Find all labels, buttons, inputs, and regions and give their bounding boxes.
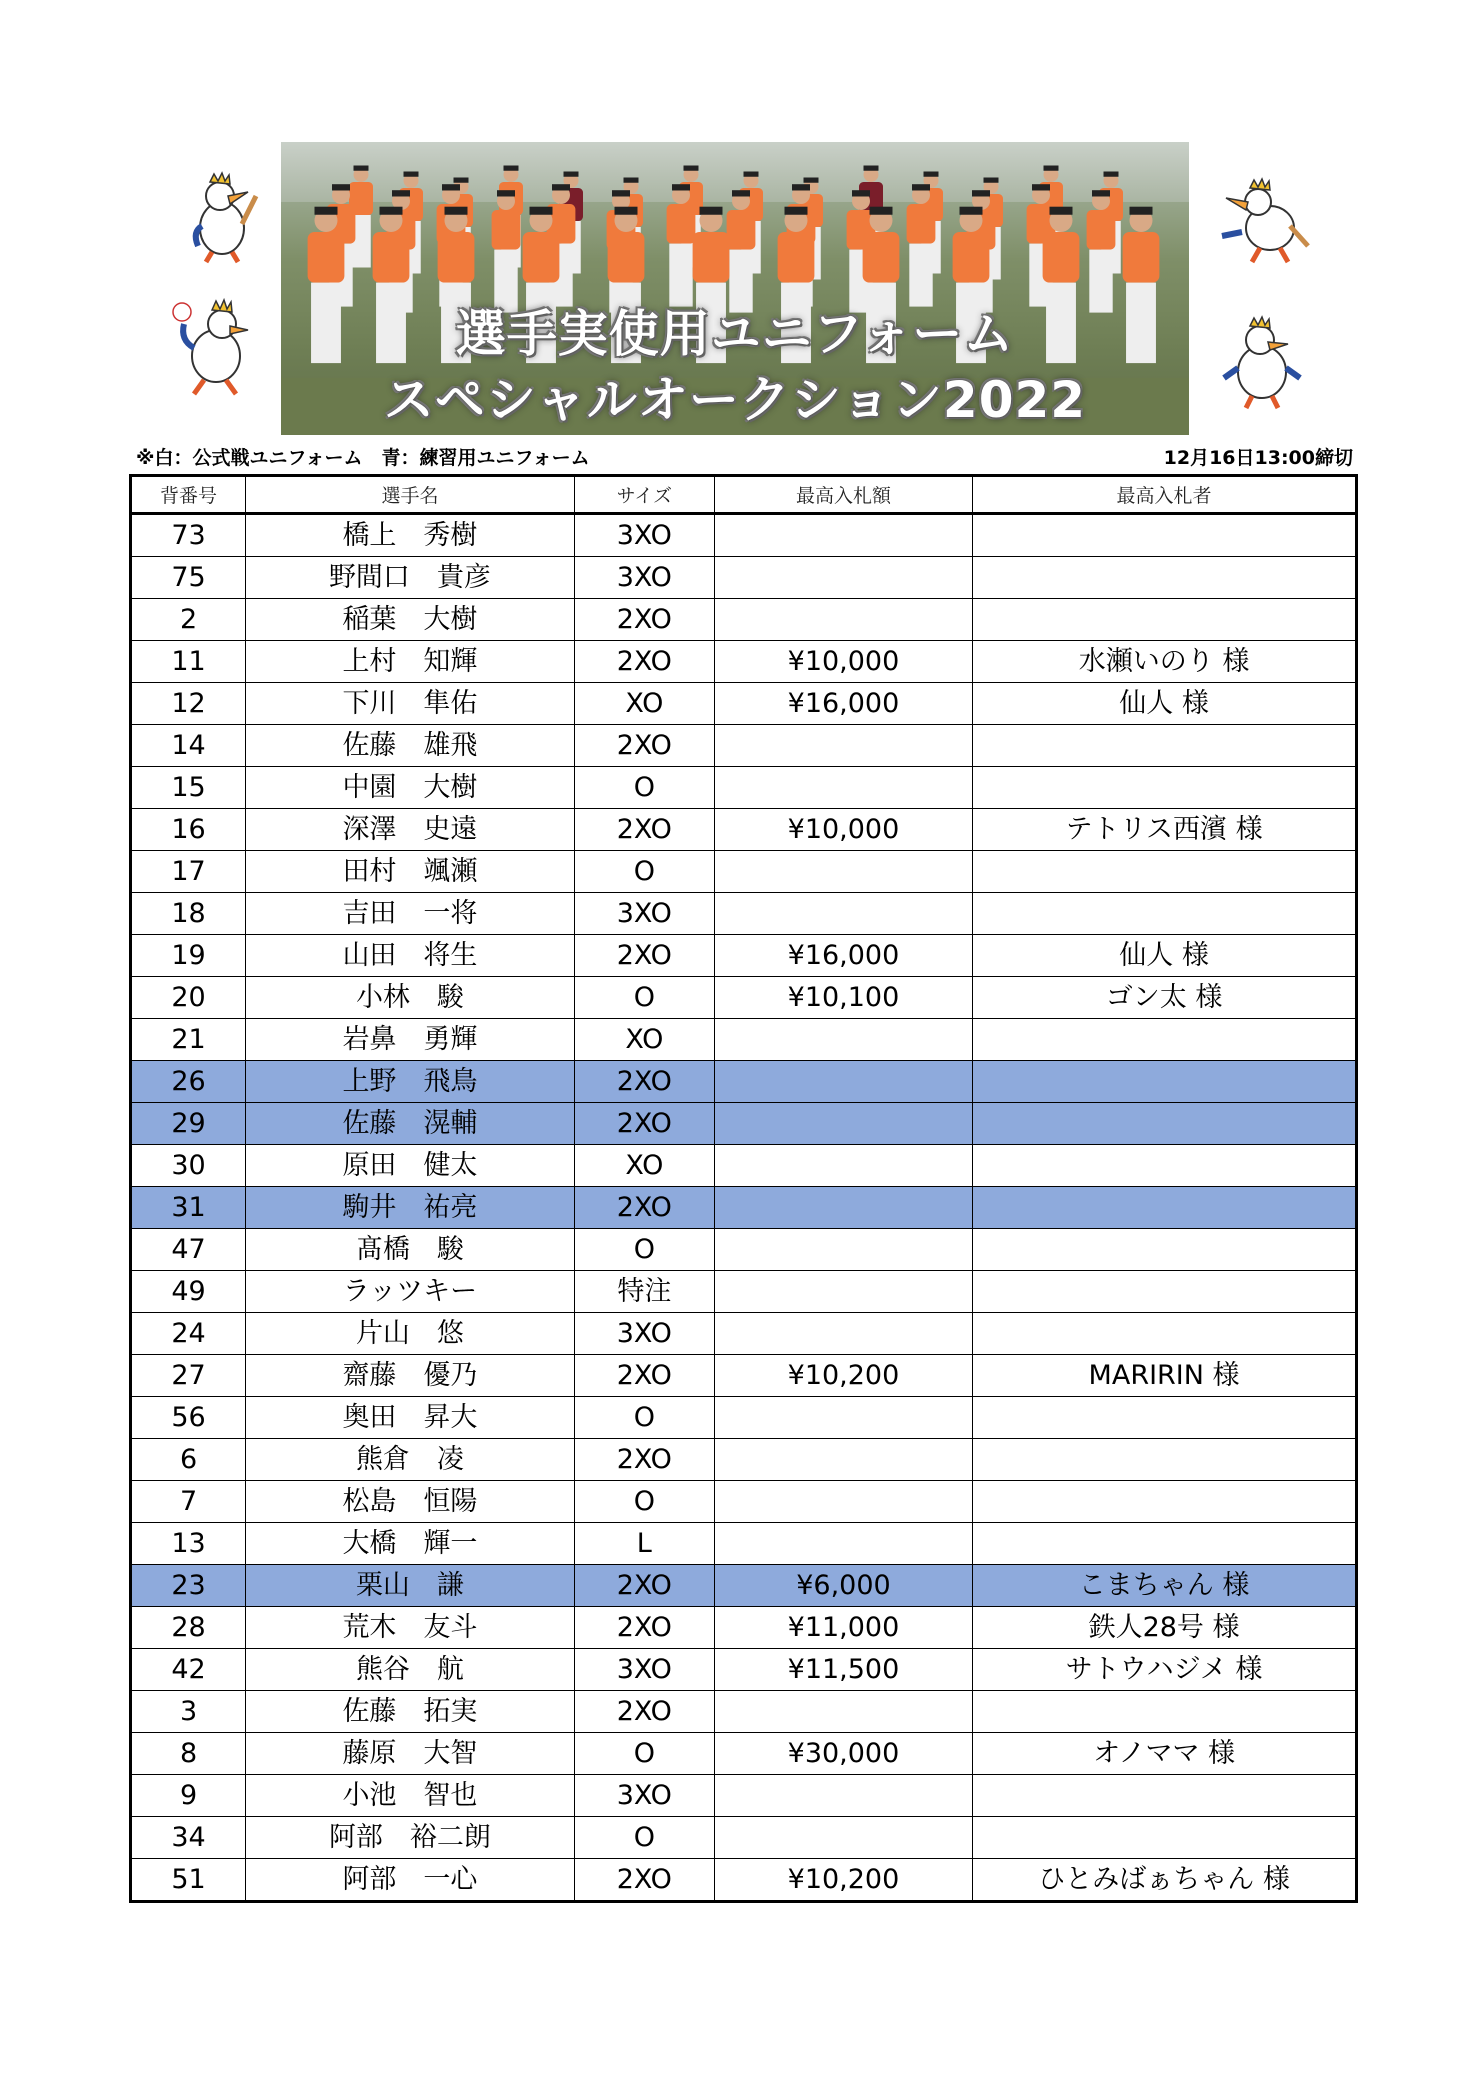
row-highest-bidder: ゴン太 様: [973, 977, 1357, 1019]
row-player-name: 岩鼻 勇輝: [246, 1019, 575, 1061]
row-player-name: 松島 恒陽: [246, 1481, 575, 1523]
row-size: O: [574, 767, 714, 809]
row-player-name: 田村 颯瀬: [246, 851, 575, 893]
row-number: 73: [131, 514, 246, 557]
row-size: 2XO: [574, 1103, 714, 1145]
row-highest-bid: [714, 557, 972, 599]
row-player-name: 齋藤 優乃: [246, 1355, 575, 1397]
row-highest-bid: [714, 1397, 972, 1439]
banner-title-line2: スペシャルオークション2022: [383, 371, 1087, 429]
table-row: [131, 683, 1357, 725]
row-highest-bidder: [973, 1187, 1357, 1229]
row-number: 14: [131, 725, 246, 767]
row-number: 26: [131, 1061, 246, 1103]
table-row: [131, 514, 1357, 557]
row-size: 2XO: [574, 1607, 714, 1649]
row-highest-bidder: [973, 599, 1357, 641]
row-highest-bid: [714, 1313, 972, 1355]
row-highest-bidder: [973, 1775, 1357, 1817]
row-size: 2XO: [574, 1859, 714, 1902]
row-player-name: 野間口 貴彦: [246, 557, 575, 599]
row-highest-bidder: [973, 1817, 1357, 1859]
mascot-left-top: [172, 166, 272, 266]
row-highest-bidder: MARIRIN 様: [973, 1355, 1357, 1397]
row-number: 13: [131, 1523, 246, 1565]
banner-title-line1: 選手実使用ユニフォーム: [455, 305, 1015, 363]
table-header-row: [131, 476, 1357, 514]
row-highest-bid: [714, 1271, 972, 1313]
row-highest-bidder: [973, 1313, 1357, 1355]
row-player-name: 阿部 一心: [246, 1859, 575, 1902]
table-row: [131, 1817, 1357, 1859]
row-number: 29: [131, 1103, 246, 1145]
row-player-name: 佐藤 拓実: [246, 1691, 575, 1733]
row-player-name: 駒井 祐亮: [246, 1187, 575, 1229]
row-highest-bid: [714, 1523, 972, 1565]
row-highest-bid: ¥10,200: [714, 1859, 972, 1902]
header-player-name: 選手名: [246, 476, 575, 514]
row-size: XO: [574, 683, 714, 725]
row-player-name: 小池 智也: [246, 1775, 575, 1817]
row-size: 3XO: [574, 1649, 714, 1691]
row-player-name: ラッツキー: [246, 1271, 575, 1313]
mascot-left-bottom: [164, 290, 264, 390]
row-highest-bid: ¥6,000: [714, 1565, 972, 1607]
row-highest-bidder: テトリス西濱 様: [973, 809, 1357, 851]
row-number: 19: [131, 935, 246, 977]
header-number: 背番号: [131, 476, 246, 514]
row-highest-bidder: [973, 1439, 1357, 1481]
row-player-name: 熊谷 航: [246, 1649, 575, 1691]
row-player-name: 奥田 昇大: [246, 1397, 575, 1439]
mascot-right-top: [1212, 176, 1312, 276]
row-number: 9: [131, 1775, 246, 1817]
row-number: 28: [131, 1607, 246, 1649]
row-number: 42: [131, 1649, 246, 1691]
row-number: 30: [131, 1145, 246, 1187]
row-highest-bid: [714, 1103, 972, 1145]
row-number: 75: [131, 557, 246, 599]
row-player-name: 上村 知輝: [246, 641, 575, 683]
auction-table: [129, 474, 1358, 1903]
row-highest-bid: ¥10,100: [714, 977, 972, 1019]
row-highest-bidder: [973, 851, 1357, 893]
row-highest-bidder: [973, 767, 1357, 809]
row-highest-bid: ¥11,000: [714, 1607, 972, 1649]
mascot-icon: [172, 166, 272, 266]
row-player-name: 橋上 秀樹: [246, 514, 575, 557]
row-number: 2: [131, 599, 246, 641]
row-player-name: 荒木 友斗: [246, 1607, 575, 1649]
row-highest-bid: [714, 725, 972, 767]
mascot-icon: [164, 290, 264, 400]
row-highest-bidder: [973, 1061, 1357, 1103]
row-number: 18: [131, 893, 246, 935]
row-highest-bid: [714, 1481, 972, 1523]
row-player-name: 山田 将生: [246, 935, 575, 977]
table-row: [131, 1019, 1357, 1061]
row-player-name: 栗山 謙: [246, 1565, 575, 1607]
uniform-color-note: ※白：公式戦ユニフォーム 青：練習用ユニフォーム: [136, 447, 590, 469]
row-number: 7: [131, 1481, 246, 1523]
row-number: 31: [131, 1187, 246, 1229]
row-size: 2XO: [574, 1439, 714, 1481]
table-row: [131, 767, 1357, 809]
table-row: [131, 1649, 1357, 1691]
table-row: [131, 1355, 1357, 1397]
row-number: 11: [131, 641, 246, 683]
row-player-name: 佐藤 滉輔: [246, 1103, 575, 1145]
header-size: サイズ: [574, 476, 714, 514]
row-size: 3XO: [574, 514, 714, 557]
table-row: [131, 557, 1357, 599]
row-size: O: [574, 1481, 714, 1523]
row-highest-bidder: 水瀬いのり 様: [973, 641, 1357, 683]
row-highest-bid: [714, 1061, 972, 1103]
row-highest-bidder: ひとみばぁちゃん 様: [973, 1859, 1357, 1902]
row-highest-bid: ¥16,000: [714, 683, 972, 725]
row-highest-bidder: [973, 557, 1357, 599]
row-size: 3XO: [574, 1313, 714, 1355]
row-player-name: 熊倉 凌: [246, 1439, 575, 1481]
table-row: [131, 1523, 1357, 1565]
mascot-right-bottom: [1212, 312, 1312, 412]
row-size: 2XO: [574, 599, 714, 641]
table-row: [131, 1103, 1357, 1145]
row-number: 23: [131, 1565, 246, 1607]
row-size: 2XO: [574, 1565, 714, 1607]
row-number: 21: [131, 1019, 246, 1061]
row-number: 49: [131, 1271, 246, 1313]
row-highest-bidder: [973, 1145, 1357, 1187]
table-row: [131, 1439, 1357, 1481]
row-highest-bidder: [973, 1019, 1357, 1061]
table-row: [131, 1187, 1357, 1229]
row-player-name: 片山 悠: [246, 1313, 575, 1355]
row-number: 3: [131, 1691, 246, 1733]
header-highest-bidder: 最高入札者: [973, 476, 1357, 514]
row-player-name: 稲葉 大樹: [246, 599, 575, 641]
row-number: 47: [131, 1229, 246, 1271]
table-row: [131, 1565, 1357, 1607]
row-highest-bidder: 鉄人28号 様: [973, 1607, 1357, 1649]
row-size: 2XO: [574, 1061, 714, 1103]
row-size: O: [574, 851, 714, 893]
row-highest-bid: [714, 1439, 972, 1481]
row-player-name: 吉田 一将: [246, 893, 575, 935]
row-number: 56: [131, 1397, 246, 1439]
row-highest-bid: ¥10,000: [714, 641, 972, 683]
deadline-text: 12月16日13:00締切: [1163, 447, 1353, 469]
table-row: [131, 1859, 1357, 1902]
row-highest-bid: ¥10,000: [714, 809, 972, 851]
row-highest-bidder: [973, 1523, 1357, 1565]
row-number: 34: [131, 1817, 246, 1859]
row-highest-bid: ¥10,200: [714, 1355, 972, 1397]
row-highest-bidder: [973, 1229, 1357, 1271]
row-size: 3XO: [574, 893, 714, 935]
row-number: 16: [131, 809, 246, 851]
row-number: 8: [131, 1733, 246, 1775]
row-size: O: [574, 1397, 714, 1439]
row-highest-bidder: [973, 1481, 1357, 1523]
row-size: 2XO: [574, 641, 714, 683]
row-size: O: [574, 1229, 714, 1271]
row-player-name: 髙橋 駿: [246, 1229, 575, 1271]
row-highest-bid: ¥30,000: [714, 1733, 972, 1775]
row-number: 24: [131, 1313, 246, 1355]
row-highest-bid: [714, 1691, 972, 1733]
table-row: [131, 1481, 1357, 1523]
row-player-name: 小林 駿: [246, 977, 575, 1019]
team-photo-banner: [281, 142, 1189, 435]
row-number: 15: [131, 767, 246, 809]
table-row: [131, 1607, 1357, 1649]
row-highest-bid: [714, 1145, 972, 1187]
row-size: L: [574, 1523, 714, 1565]
row-highest-bid: [714, 599, 972, 641]
row-highest-bidder: [973, 514, 1357, 557]
mascot-icon: [1212, 312, 1312, 412]
row-highest-bidder: [973, 1103, 1357, 1145]
row-highest-bid: [714, 1187, 972, 1229]
table-row: [131, 893, 1357, 935]
row-player-name: 上野 飛鳥: [246, 1061, 575, 1103]
row-number: 51: [131, 1859, 246, 1902]
row-size: 2XO: [574, 1355, 714, 1397]
table-row: [131, 1145, 1357, 1187]
row-player-name: 大橋 輝一: [246, 1523, 575, 1565]
row-highest-bidder: オノママ 様: [973, 1733, 1357, 1775]
row-number: 27: [131, 1355, 246, 1397]
table-row: [131, 1313, 1357, 1355]
row-player-name: 下川 隼佑: [246, 683, 575, 725]
row-size: 特注: [574, 1271, 714, 1313]
row-highest-bidder: 仙人 様: [973, 935, 1357, 977]
row-highest-bidder: [973, 1691, 1357, 1733]
row-highest-bidder: サトウハジメ 様: [973, 1649, 1357, 1691]
row-highest-bidder: こまちゃん 様: [973, 1565, 1357, 1607]
row-player-name: 佐藤 雄飛: [246, 725, 575, 767]
row-highest-bid: [714, 1019, 972, 1061]
table-row: [131, 725, 1357, 767]
row-highest-bid: [714, 851, 972, 893]
table-row: [131, 641, 1357, 683]
row-highest-bid: ¥16,000: [714, 935, 972, 977]
table-row: [131, 1229, 1357, 1271]
row-size: 2XO: [574, 725, 714, 767]
row-number: 6: [131, 1439, 246, 1481]
row-size: O: [574, 1733, 714, 1775]
row-player-name: 中園 大樹: [246, 767, 575, 809]
row-highest-bid: [714, 1229, 972, 1271]
table-row: [131, 935, 1357, 977]
table-row: [131, 977, 1357, 1019]
row-number: 12: [131, 683, 246, 725]
row-size: O: [574, 1817, 714, 1859]
table-row: [131, 1733, 1357, 1775]
table-row: [131, 599, 1357, 641]
row-size: 3XO: [574, 1775, 714, 1817]
row-highest-bidder: [973, 893, 1357, 935]
mascot-icon: [1212, 176, 1312, 266]
row-size: 3XO: [574, 557, 714, 599]
row-size: XO: [574, 1145, 714, 1187]
row-player-name: 深澤 史遠: [246, 809, 575, 851]
row-highest-bidder: [973, 1271, 1357, 1313]
row-size: 2XO: [574, 809, 714, 851]
row-highest-bid: [714, 767, 972, 809]
row-highest-bidder: [973, 725, 1357, 767]
row-number: 17: [131, 851, 246, 893]
row-highest-bid: [714, 1775, 972, 1817]
row-highest-bid: [714, 1817, 972, 1859]
table-row: [131, 1691, 1357, 1733]
table-row: [131, 809, 1357, 851]
row-size: 2XO: [574, 935, 714, 977]
row-number: 20: [131, 977, 246, 1019]
row-size: 2XO: [574, 1691, 714, 1733]
row-player-name: 藤原 大智: [246, 1733, 575, 1775]
row-player-name: 阿部 裕二朗: [246, 1817, 575, 1859]
row-highest-bidder: [973, 1397, 1357, 1439]
row-player-name: 原田 健太: [246, 1145, 575, 1187]
table-row: [131, 851, 1357, 893]
row-size: O: [574, 977, 714, 1019]
row-highest-bid: [714, 514, 972, 557]
table-row: [131, 1271, 1357, 1313]
row-size: XO: [574, 1019, 714, 1061]
row-highest-bidder: 仙人 様: [973, 683, 1357, 725]
row-highest-bid: ¥11,500: [714, 1649, 972, 1691]
table-row: [131, 1061, 1357, 1103]
header-highest-bid: 最高入札額: [714, 476, 972, 514]
row-highest-bid: [714, 893, 972, 935]
table-row: [131, 1397, 1357, 1439]
row-size: 2XO: [574, 1187, 714, 1229]
table-row: [131, 1775, 1357, 1817]
